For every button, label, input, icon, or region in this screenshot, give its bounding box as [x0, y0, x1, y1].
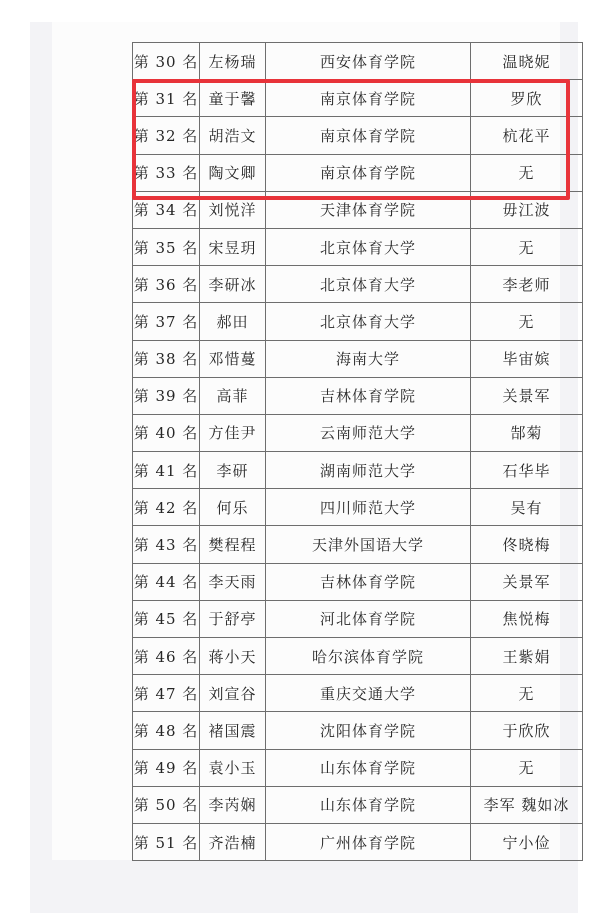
name-cell: 袁小玉 [200, 749, 266, 786]
name-cell: 方佳尹 [200, 414, 266, 451]
coach-cell: 无 [471, 228, 583, 265]
table-row [133, 303, 583, 340]
name-cell: 郝田 [200, 303, 266, 340]
rank-cell: 第 38 名 [133, 340, 200, 377]
name-cell: 李研冰 [200, 266, 266, 303]
rank-cell: 第 30 名 [133, 43, 200, 80]
coach-cell: 焦悦梅 [471, 600, 583, 637]
school-cell: 广州体育学院 [266, 823, 471, 860]
name-cell: 樊程程 [200, 526, 266, 563]
table-row [133, 638, 583, 675]
rank-cell: 第 37 名 [133, 303, 200, 340]
school-cell: 南京体育学院 [266, 117, 471, 154]
rank-cell: 第 31 名 [133, 80, 200, 117]
rank-cell: 第 47 名 [133, 675, 200, 712]
table-row [133, 526, 583, 563]
table-row [133, 712, 583, 749]
coach-cell: 佟晓梅 [471, 526, 583, 563]
table-row [133, 600, 583, 637]
table-row [133, 80, 583, 117]
name-cell: 宋昱玥 [200, 228, 266, 265]
school-cell: 湖南师范大学 [266, 452, 471, 489]
school-cell: 吉林体育学院 [266, 377, 471, 414]
coach-cell: 郜菊 [471, 414, 583, 451]
school-cell: 海南大学 [266, 340, 471, 377]
name-cell: 陶文卿 [200, 154, 266, 191]
school-cell: 四川师范大学 [266, 489, 471, 526]
rank-cell: 第 39 名 [133, 377, 200, 414]
school-cell: 山东体育学院 [266, 786, 471, 823]
coach-cell: 李军 魏如冰 [471, 786, 583, 823]
table-row [133, 340, 583, 377]
table-row [133, 377, 583, 414]
table-row [133, 228, 583, 265]
table-row [133, 823, 583, 860]
rank-cell: 第 46 名 [133, 638, 200, 675]
name-cell: 刘宣谷 [200, 675, 266, 712]
name-cell: 李芮娴 [200, 786, 266, 823]
school-cell: 北京体育大学 [266, 228, 471, 265]
coach-cell: 关景军 [471, 377, 583, 414]
rank-cell: 第 50 名 [133, 786, 200, 823]
school-cell: 北京体育大学 [266, 303, 471, 340]
table-row [133, 43, 583, 80]
rank-cell: 第 49 名 [133, 749, 200, 786]
coach-cell: 宁小俭 [471, 823, 583, 860]
coach-cell: 温晓妮 [471, 43, 583, 80]
name-cell: 李天雨 [200, 563, 266, 600]
coach-cell: 毋江波 [471, 191, 583, 228]
school-cell: 南京体育学院 [266, 154, 471, 191]
coach-cell: 王紫娟 [471, 638, 583, 675]
table-row [133, 675, 583, 712]
school-cell: 北京体育大学 [266, 266, 471, 303]
school-cell: 西安体育学院 [266, 43, 471, 80]
name-cell: 齐浩楠 [200, 823, 266, 860]
coach-cell: 李老师 [471, 266, 583, 303]
coach-cell: 杭花平 [471, 117, 583, 154]
name-cell: 左杨瑞 [200, 43, 266, 80]
top-strip [0, 0, 608, 22]
rank-cell: 第 41 名 [133, 452, 200, 489]
rank-cell: 第 51 名 [133, 823, 200, 860]
coach-cell: 于欣欣 [471, 712, 583, 749]
school-cell: 南京体育学院 [266, 80, 471, 117]
rank-cell: 第 44 名 [133, 563, 200, 600]
name-cell: 于舒亭 [200, 600, 266, 637]
school-cell: 云南师范大学 [266, 414, 471, 451]
rank-cell: 第 40 名 [133, 414, 200, 451]
coach-cell: 吴有 [471, 489, 583, 526]
coach-cell: 石华毕 [471, 452, 583, 489]
rank-cell: 第 32 名 [133, 117, 200, 154]
rank-cell: 第 34 名 [133, 191, 200, 228]
rank-cell: 第 45 名 [133, 600, 200, 637]
ranking-table-body [133, 43, 583, 861]
table-row [133, 266, 583, 303]
coach-cell: 无 [471, 675, 583, 712]
name-cell: 邓惜蔓 [200, 340, 266, 377]
school-cell: 天津外国语大学 [266, 526, 471, 563]
rank-cell: 第 42 名 [133, 489, 200, 526]
document-page [52, 22, 570, 860]
rank-cell: 第 36 名 [133, 266, 200, 303]
coach-cell: 无 [471, 303, 583, 340]
coach-cell: 毕宙嫔 [471, 340, 583, 377]
school-cell: 哈尔滨体育学院 [266, 638, 471, 675]
name-cell: 何乐 [200, 489, 266, 526]
rank-cell: 第 48 名 [133, 712, 200, 749]
table-row [133, 191, 583, 228]
school-cell: 沈阳体育学院 [266, 712, 471, 749]
rank-cell: 第 43 名 [133, 526, 200, 563]
table-row [133, 563, 583, 600]
school-cell: 河北体育学院 [266, 600, 471, 637]
name-cell: 李研 [200, 452, 266, 489]
rank-cell: 第 35 名 [133, 228, 200, 265]
coach-cell: 无 [471, 154, 583, 191]
rank-cell: 第 33 名 [133, 154, 200, 191]
table-row [133, 749, 583, 786]
school-cell: 山东体育学院 [266, 749, 471, 786]
school-cell: 天津体育学院 [266, 191, 471, 228]
name-cell: 高菲 [200, 377, 266, 414]
coach-cell: 关景军 [471, 563, 583, 600]
table-row [133, 489, 583, 526]
table-row [133, 786, 583, 823]
name-cell: 蒋小天 [200, 638, 266, 675]
coach-cell: 罗欣 [471, 80, 583, 117]
name-cell: 童于馨 [200, 80, 266, 117]
table-row [133, 452, 583, 489]
ranking-table [132, 42, 583, 861]
school-cell: 重庆交通大学 [266, 675, 471, 712]
coach-cell: 无 [471, 749, 583, 786]
name-cell: 刘悦洋 [200, 191, 266, 228]
table-row [133, 414, 583, 451]
name-cell: 胡浩文 [200, 117, 266, 154]
name-cell: 褚国震 [200, 712, 266, 749]
table-row [133, 117, 583, 154]
school-cell: 吉林体育学院 [266, 563, 471, 600]
table-row [133, 154, 583, 191]
